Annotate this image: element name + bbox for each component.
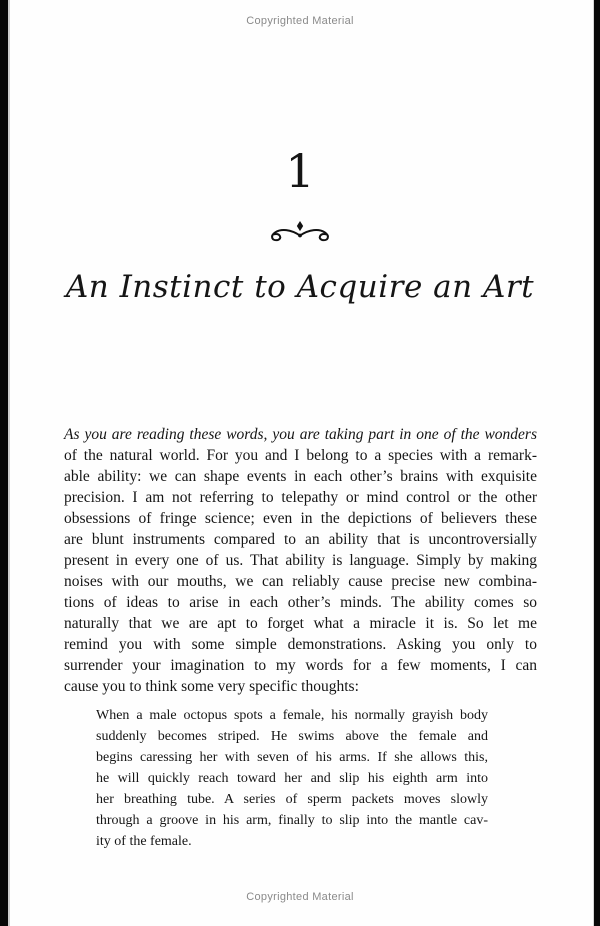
- text-line: present in every one of us. That ability is language. Simply by making: [64, 552, 537, 569]
- text-line: through a groove in his arm, finally to slip into the mantle cav-: [96, 813, 488, 828]
- text-line: her breathing tube. A series of sperm packets moves slowly: [96, 792, 488, 807]
- chapter-number: 1: [285, 144, 315, 198]
- text-line: As you are reading these words, you are taking part in one of the wonders: [64, 426, 537, 443]
- text-line: remind you with some simple demonstrations. Asking you only to: [64, 636, 537, 653]
- fleuron-ornament-icon: [0, 218, 600, 248]
- page-left-edge: [0, 0, 10, 926]
- page-right-edge: [593, 0, 600, 926]
- text-line: naturally that we are apt to forget what a miracle it is. So let me: [64, 615, 537, 632]
- text-line: able ability: we can shape events in each other’s brains with exquisite: [64, 468, 537, 485]
- text-line: When a male octopus spots a female, his normally grayish body: [96, 708, 488, 723]
- text-line: cause you to think some very specific thoughts:: [64, 678, 359, 695]
- text-line: tions of ideas to arise in each other’s minds. The ability comes so: [64, 594, 537, 611]
- chapter-title: An Instinct to Acquire an Art: [65, 269, 535, 305]
- text-line: ity of the female.: [96, 834, 192, 849]
- text-line: suddenly becomes striped. He swims above the female and: [96, 729, 488, 744]
- body-paragraph: [64, 424, 537, 697]
- copyright-notice-top: Copyrighted Material: [246, 15, 354, 27]
- text-line: obsessions of fringe science; even in the depictions of believers these: [64, 510, 537, 527]
- text-line: precision. I am not referring to telepathy or mind control or the other: [64, 489, 537, 506]
- text-line: noises with our mouths, we can reliably cause precise new combina-: [64, 573, 537, 590]
- text-line: begins caressing her with seven of his arms. If she allows this,: [96, 750, 488, 765]
- text-line: surrender your imagination to my words for a few moments, I can: [64, 657, 537, 674]
- copyright-notice-bottom: Copyrighted Material: [246, 891, 354, 903]
- text-line: are blunt instruments compared to an ability that is uncontroversially: [64, 531, 537, 548]
- text-line: of the natural world. For you and I belong to a species with a remark-: [64, 447, 537, 464]
- block-quote: [96, 705, 488, 852]
- text-line: he will quickly reach toward her and slip his eighth arm into: [96, 771, 488, 786]
